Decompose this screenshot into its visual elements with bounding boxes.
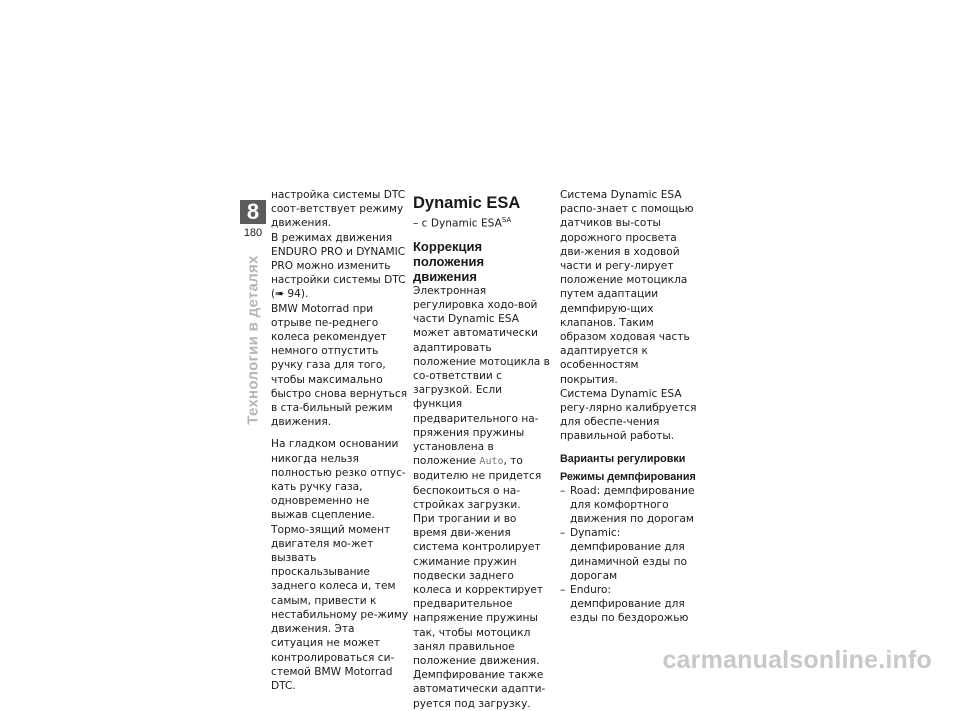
- chapter-side-title: Технологии в деталях: [244, 255, 262, 425]
- col1-paragraph-3: BMW Motorrad при отрыве пе-реднего колеса рекомендует немного отпустить ручку газа для того, чтобы максимально быстро снова вернуться в ста-бильный режим движения.: [271, 302, 408, 429]
- list-item: – Road: демпфирование для комфортного движения по дорогам: [560, 484, 695, 526]
- text-column-3: [560, 188, 698, 626]
- col1-paragraph-4: На гладком основании никогда нельзя полностью резко отпус-кать ручку газа, одновременно не выжав сцепление. Тормо-зящий момент двигателя мо-жет вызвать проскальзывание заднего колеса и, тем самым, привести к нестабильному ре-жиму движения. Эта ситуация не может контролироваться си-стемой BMW Motorrad DTC.: [271, 438, 409, 692]
- col3-paragraph-2: Система Dynamic ESA регу-лярно калибруется для обеспе-чения правильной работы.: [560, 387, 697, 443]
- col2-paragraph-2: При трогании и во время дви-жения система контролирует сжимание пружин подвески заднего колеса и корректирует предварительное напряжение пружины так, чтобы мотоцикл занял правильное положение движения. Демпфирование также автоматически адапти-руется под загрузку.: [413, 512, 546, 710]
- list-item: – Dynamic: демпфирование для динамичной езды по дорогам: [560, 527, 688, 582]
- subheading-damping-modes: Режимы демпфирования: [560, 470, 696, 483]
- list-item: – Enduro: демпфирование для езды по бездорожью: [560, 584, 689, 625]
- section-heading: Коррекция положения движения: [413, 238, 485, 284]
- watermark: carmanualsonline.info: [662, 646, 932, 674]
- col3-paragraph-1: Система Dynamic ESA распо-знает с помощью датчиков вы-соты дорожного просвета дви-жения в ходовой части и регу-лирует положение мотоцикла путем адаптации демпфирую-щих клапанов. Таким образом ходовая часть адаптируется к особенностям покрытия.: [560, 189, 694, 386]
- page-number: 180: [243, 227, 263, 239]
- col1-paragraph-2: В режимах движения ENDURO PRO и DYNAMIC PRO можно изменить настройки системы DTC (➠ 94).: [271, 231, 406, 301]
- section-title: Dynamic ESA: [413, 194, 521, 212]
- auto-setting-value: Auto: [479, 456, 504, 468]
- arrow-icon: ➠: [275, 288, 285, 301]
- col2-paragraph-1: Электронная регулировка ходо-вой части Dynamic ESA может автоматически адаптировать положение мотоцикла в со-ответствии с загрузкой. Если функция предварительного на-пряжения пружины установлена в положение Auto, то водителю не придется беспокоиться о на-стройках загрузки.: [413, 284, 550, 511]
- col1-paragraph-1: настройка системы DTC соот-ветствует режиму движения.: [271, 189, 406, 230]
- chapter-number: 8: [240, 200, 266, 224]
- text-column-1: [271, 188, 409, 693]
- section-subtitle: – с Dynamic $ESA^{SA}$: [413, 216, 512, 230]
- subheading-variants: Варианты регулировки: [560, 452, 686, 465]
- text-column-2: [413, 194, 551, 711]
